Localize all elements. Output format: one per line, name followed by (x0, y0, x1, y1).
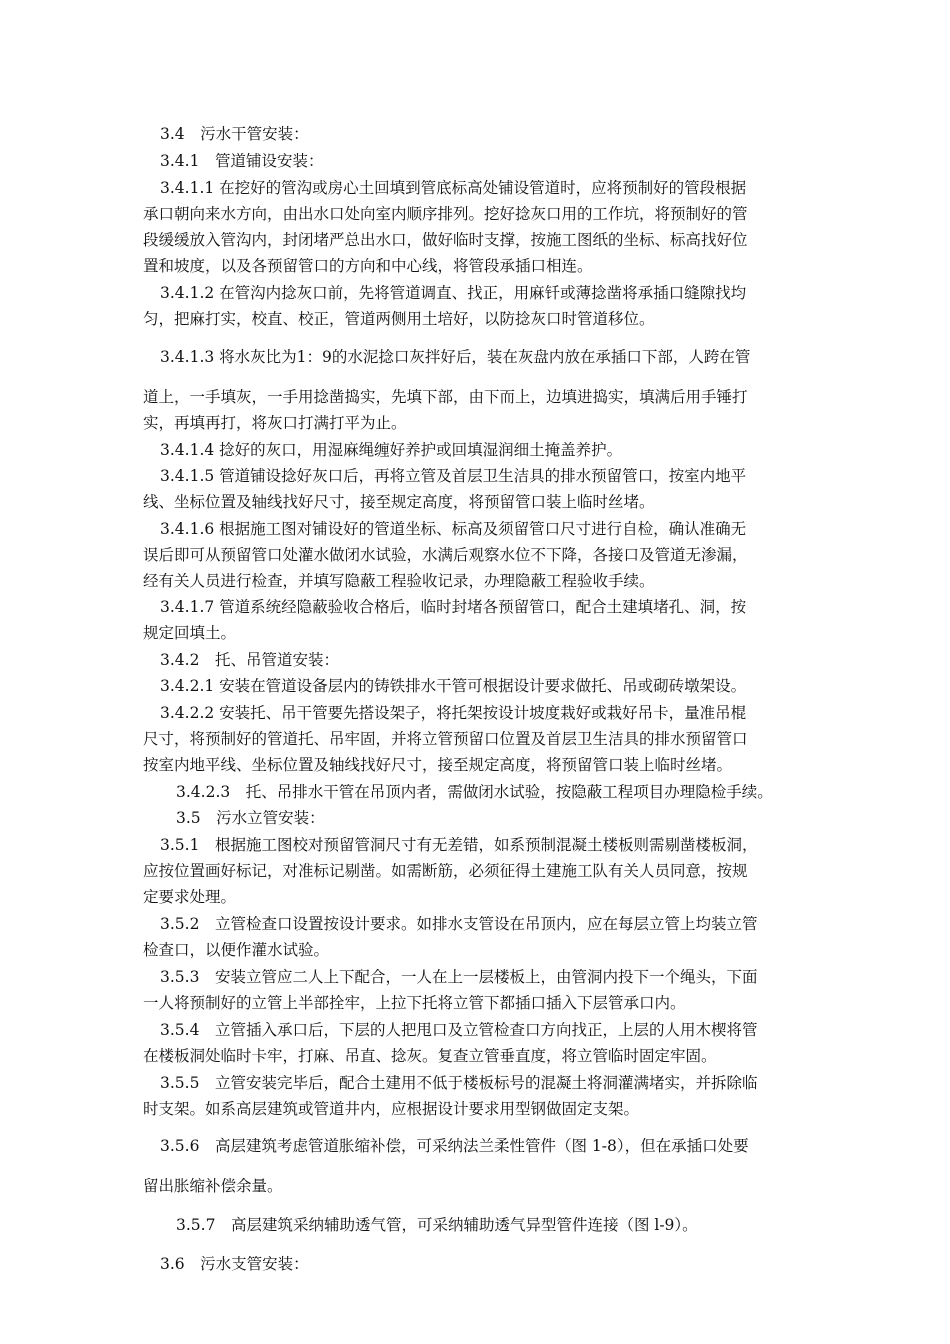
paragraph-line: 3.5.2 立管检查口设置按设计要求。如排水支管设在吊顶内，应在每层立管上均装立管 (160, 915, 758, 933)
paragraph-line: 3.4.2.3 托、吊排水干管在吊顶内者，需做闭水试验，按隐蔽工程项目办理隐检手续。 (176, 783, 773, 801)
paragraph-line: 规定回填土。 (143, 624, 237, 642)
paragraph-line: 3.5.3 安装立管应二人上下配合，一人在上一层楼板上，由管洞内投下一个绳头，下面 (160, 968, 758, 986)
section-heading: 3.6 污水支管安装： (160, 1255, 309, 1273)
paragraph-line: 3.5.4 立管插入承口后，下层的人把甩口及立管检查口方向找正，上层的人用木楔将管 (160, 1021, 758, 1039)
paragraph-line: 置和坡度，以及各预留管口的方向和中心线，将管段承插口相连。 (143, 257, 593, 275)
paragraph-line: 检查口，以便作灌水试验。 (143, 941, 330, 959)
paragraph-line: 线、坐标位置及轴线找好尺寸，接至规定高度，将预留管口装上临时丝堵。 (143, 493, 655, 511)
subsection-heading: 3.4.1 管道铺设安装： (160, 152, 324, 170)
paragraph-line: 3.4.2.2 安装托、吊干管要先搭设架子，将托架按设计坡度栽好或栽好吊卡，量准吊棍 (160, 704, 747, 722)
paragraph-line: 按室内地平线、坐标位置及轴线找好尺寸，接至规定高度，将预留管口装上临时丝堵。 (143, 756, 733, 774)
paragraph-line: 道上，一手填灰，一手用捻凿捣实，先填下部，由下而上，边填进捣实，填满后用手锤打 (143, 388, 748, 406)
paragraph-line: 3.5.6 高层建筑考虑管道胀缩补偿，可采纳法兰柔性管件（图 1-8），但在承插口处要 (160, 1137, 749, 1155)
paragraph-line: 段缓缓放入管沟内，封闭堵严总出水口，做好临时支撑，按施工图纸的坐标、标高找好位 (143, 231, 748, 249)
paragraph-line: 留出胀缩补偿余量。 (143, 1177, 283, 1195)
paragraph-line: 误后即可从预留管口处灌水做闭水试验，水满后观察水位不下降，各接口及管道无渗漏， (143, 546, 748, 564)
section-heading: 3.4 污水干管安装： (160, 125, 309, 143)
paragraph-line: 匀，把麻打实，校直、校正，管道两侧用土培好，以防捻灰口时管道移位。 (143, 310, 655, 328)
paragraph-line: 一人将预制好的立管上半部拴牢，上拉下托将立管下都插口插入下层管承口内。 (143, 994, 686, 1012)
paragraph-line: 3.5.1 根据施工图校对预留管洞尺寸有无差错，如系预制混凝土楼板则需剔凿楼板洞， (160, 836, 758, 854)
paragraph-line: 尺寸，将预制好的管道托、吊牢固，并将立管预留口位置及首层卫生洁具的排水预留管口 (143, 730, 748, 748)
paragraph-line: 3.4.2.1 安装在管道设备层内的铸铁排水干管可根据设计要求做托、吊或砌砖墩架设。 (160, 677, 747, 695)
paragraph-line: 经有关人员进行检查，并填写隐蔽工程验收记录，办理隐蔽工程验收手续。 (143, 572, 655, 590)
section-heading: 3.5 污水立管安装： (176, 809, 325, 827)
paragraph-line: 实，再填再打，将灰口打满打平为止。 (143, 414, 407, 432)
paragraph-line: 3.4.1.4 捻好的灰口，用湿麻绳缠好养护或回填湿润细土掩盖养护。 (160, 441, 623, 459)
paragraph-line: 3.4.1.2 在管沟内捻灰口前，先将管道调直、找正，用麻钎或薄捻凿将承插口缝隙找均 (160, 284, 747, 302)
paragraph-line: 3.4.1.3 将水灰比为1：9的水泥捻口灰拌好后，装在灰盘内放在承插口下部，人跨在管 (160, 348, 751, 366)
paragraph-line: 定要求处理。 (143, 888, 237, 906)
paragraph-line: 3.4.1.1 在挖好的管沟或房心土回填到管底标高处铺设管道时，应将预制好的管段根据 (160, 179, 747, 197)
paragraph-line: 承口朝向来水方向，由出水口处向室内顺序排列。挖好捻灰口用的工作坑，将预制好的管 (143, 205, 748, 223)
paragraph-line: 在楼板洞处临时卡牢，打麻、吊直、捻灰。复查立管垂直度，将立管临时固定牢固。 (143, 1047, 717, 1065)
paragraph-line: 3.5.7 高层建筑采纳辅助透气管，可采纳辅助透气异型管件连接（图 l-9）。 (176, 1216, 698, 1234)
paragraph-line: 3.4.1.6 根据施工图对铺设好的管道坐标、标高及须留管口尺寸进行自检，确认准确无 (160, 520, 747, 538)
paragraph-line: 3.4.1.5 管道铺设捻好灰口后，再将立管及首层卫生洁具的排水预留管口，按室内地平 (160, 467, 747, 485)
paragraph-line: 3.5.5 立管安装完毕后，配合土建用不低于楼板标号的混凝土将洞灌满堵实，并拆除临 (160, 1074, 758, 1092)
paragraph-line: 时支架。如系高层建筑或管道井内，应根据设计要求用型钢做固定支架。 (143, 1100, 640, 1118)
paragraph-line: 3.4.1.7 管道系统经隐蔽验收合格后，临时封堵各预留管口，配合土建填堵孔、洞，按 (160, 598, 747, 616)
subsection-heading: 3.4.2 托、吊管道安装： (160, 651, 339, 669)
paragraph-line: 应按位置画好标记，对准标记剔凿。如需断筋，必须征得土建施工队有关人员同意，按规 (143, 862, 748, 880)
